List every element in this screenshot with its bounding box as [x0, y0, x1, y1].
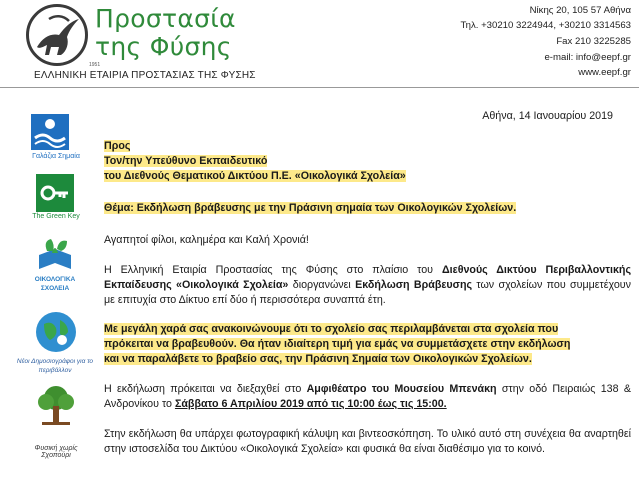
contact-fax: Fax 210 3225285 — [556, 36, 631, 47]
organization-name: ΕΛΛΗΝΙΚΗ ΕΤΑΙΡΙΑ ΠΡΟΣΤΑΣΙΑΣ ΤΗΣ ΦΥΣΗΣ — [34, 70, 256, 81]
contact-email[interactable]: e-mail: info@eepf.gr — [544, 52, 631, 63]
paragraph-intro: Η Ελληνική Εταιρία Προστασίας της Φύσης στο πλαίσιο του Διεθνούς Δικτύου Περιβαλλοντικής Εκπαίδευσης «Οικολογικά Σχολεία» διοργανώνει Εκδήλωση Βράβευσης των σχολείων που συμμετέχουν με επιτυχία στο Δίκτυο επί δύο ή περισσότερα συναπτά έτη. — [104, 264, 632, 306]
young-reporters-icon — [34, 310, 78, 354]
young-reporters-caption: Νέοι Δημοσιογράφοι για το περιβάλλον — [16, 358, 94, 374]
eco-schools-icon — [33, 237, 77, 273]
recipient-role: Τον/την Υπεύθυνο Εκπαιδευτικό — [104, 155, 268, 167]
eco-schools-caption: ΟΙΚΟΛΟΓΙΚΑ ΣΧΟΛΕΙΑ — [34, 276, 76, 292]
paragraph-media-coverage: Στην εκδήλωση θα υπάρχει φωτογραφική κάλυψη και βιντεοσκόπηση. Το υλικό αυτό στη συνέχεια θα αναρτηθεί στην ιστοσελίδα του Δικτύου «Οικολογικά Σχολεία» και φυσικά θα είναι διαθέσιμο για το κοινό. — [104, 428, 631, 455]
blue-flag-caption: Γαλάζια Σημαία — [32, 153, 80, 160]
brand-title-line1: Προστασία — [95, 4, 236, 33]
green-key-caption: The Green Key — [32, 213, 80, 220]
paragraph-announcement: Με μεγάλη χαρά σας ανακοινώνουμε ότι το σχολείο σας περιλαμβάνεται στα σχολεία που πρόκειται να βραβευθούν. Θα ήταν ιδιαίτερη τιμή για εμάς να συμμετάσχετε στην εκδήλωση και να παραλάβετε το βραβείο σας, την Πράσινη Σημαία των Οικολογικών Σχολείων. — [104, 323, 571, 365]
blue-flag-icon — [31, 114, 69, 150]
letter-greeting: Αγαπητοί φίλοι, καλημέρα και Καλή Χρονιά! — [104, 234, 309, 246]
paragraph-event-details: Η εκδήλωση πρόκειται να διεξαχθεί στο Αμφιθέατρο του Μουσείου Μπενάκη στην οδό Πειραιώς 138 & Ανδρονίκου το Σάββατο 6 Απριλίου 2019 από τις 10:00 έως τις 15:00. — [104, 383, 631, 410]
tree-icon — [34, 382, 78, 426]
recipient-to: Προς — [104, 140, 131, 152]
tree-caption: Φυσική χωρίς Σχοπούρι — [34, 445, 78, 459]
letter-date: Αθήνα, 14 Ιανουαρίου 2019 — [482, 110, 613, 122]
established-year: 1951 — [89, 62, 101, 68]
contact-address: Νίκης 20, 105 57 Αθήνα — [529, 5, 631, 16]
green-key-icon — [36, 174, 74, 212]
eepf-logo — [26, 4, 88, 66]
recipient-network: του Διεθνούς Θεματικού Δικτύου Π.Ε. «Οικολογικά Σχολεία» — [104, 170, 406, 182]
brand-title-line2: της Φύσης — [95, 32, 232, 61]
contact-phone: Τηλ. +30210 3224944, +30210 3314563 — [460, 20, 631, 31]
header-divider — [0, 87, 639, 88]
goat-icon — [29, 7, 85, 63]
contact-website[interactable]: www.eepf.gr — [578, 67, 631, 78]
letter-subject: Θέμα: Εκδήλωση βράβευσης με την Πράσινη σημαία των Οικολογικών Σχολείων. — [104, 202, 517, 214]
